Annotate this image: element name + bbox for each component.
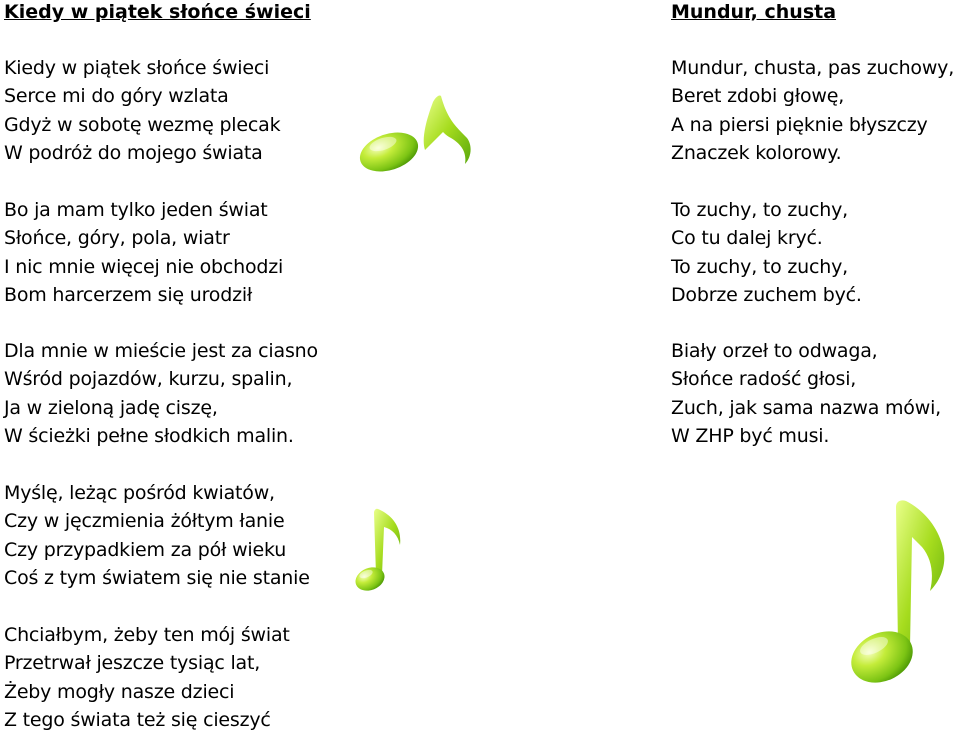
poem-line: Co tu dalej kryć. [671, 227, 823, 250]
poem-line: Serce mi do góry wzlata [4, 85, 229, 108]
poem-line: Coś z tym światem się nie stanie [4, 566, 310, 589]
right-poem [671, 0, 960, 447]
poem-line: Bom harcerzem się urodził [4, 283, 253, 306]
poem-line: Chciałbym, żeby ten mój świat [4, 624, 290, 646]
poem-line: Gdyż w sobotę wezmę plecak [4, 113, 281, 136]
poem-line: I nic mnie więcej nie obchodzi [4, 255, 284, 278]
poem-line: Czy przypadkiem za pół wieku [4, 538, 287, 561]
poem-line: Słońce radość głosi, [671, 368, 857, 391]
poem-line: Mundur, chusta, pas zuchowy, [671, 57, 955, 79]
poem-line: Z tego świata też się cieszyć [4, 708, 271, 731]
right-stanza-2 [671, 196, 862, 309]
poem-line: Wśród pojazdów, kurzu, spalin, [4, 368, 293, 391]
poem-line: Czy w jęczmienia żółtym łanie [4, 510, 285, 533]
left-stanza-2 [4, 196, 283, 309]
poem-line: Żeby mogły nasze dzieci [4, 680, 235, 703]
left-stanza-4 [4, 479, 310, 592]
left-poem-title: Kiedy w piątek słońce świeci [4, 1, 311, 23]
poem-line: Przetrwał jeszcze tysiąc lat, [4, 652, 261, 675]
poem-line: W ścieżki pełne słodkich malin. [4, 424, 294, 447]
left-stanza-3 [4, 337, 318, 450]
poem-line: W ZHP być musi. [671, 424, 830, 447]
poem-line: W podróż do mojego świata [4, 141, 263, 164]
poem-line: Dla mnie w mieście jest za ciasno [4, 340, 318, 362]
music-note-icon [352, 505, 404, 599]
poem-line: Kiedy w piątek słońce świeci [4, 57, 270, 79]
left-poem [4, 0, 334, 731]
poem-line: Ja w zieloną jadę ciszę, [4, 396, 218, 419]
poem-line: A na piersi pięknie błyszczy [671, 113, 928, 136]
right-stanza-1 [671, 54, 954, 167]
right-stanza-3 [671, 337, 941, 450]
left-stanza-5 [4, 621, 290, 734]
poem-line: Biały orzeł to odwaga, [671, 340, 878, 362]
left-stanza-1 [4, 54, 280, 167]
poem-line: Myślę, leżąc pośród kwiatów, [4, 482, 275, 504]
music-note-icon [848, 497, 948, 699]
poem-line: To zuchy, to zuchy, [671, 199, 848, 221]
right-poem-title: Mundur, chusta [671, 1, 837, 23]
poem-line: Znaczek kolorowy. [671, 141, 842, 164]
poem-line: Bo ja mam tylko jeden świat [4, 199, 268, 221]
poem-line: Beret zdobi głowę, [671, 85, 845, 108]
poem-line: Dobrze zuchem być. [671, 283, 862, 306]
poem-line: Słońce, góry, pola, wiatr [4, 227, 230, 250]
music-note-icon [355, 88, 475, 178]
poem-line: To zuchy, to zuchy, [671, 255, 848, 278]
poem-line: Zuch, jak sama nazwa mówi, [671, 396, 941, 419]
